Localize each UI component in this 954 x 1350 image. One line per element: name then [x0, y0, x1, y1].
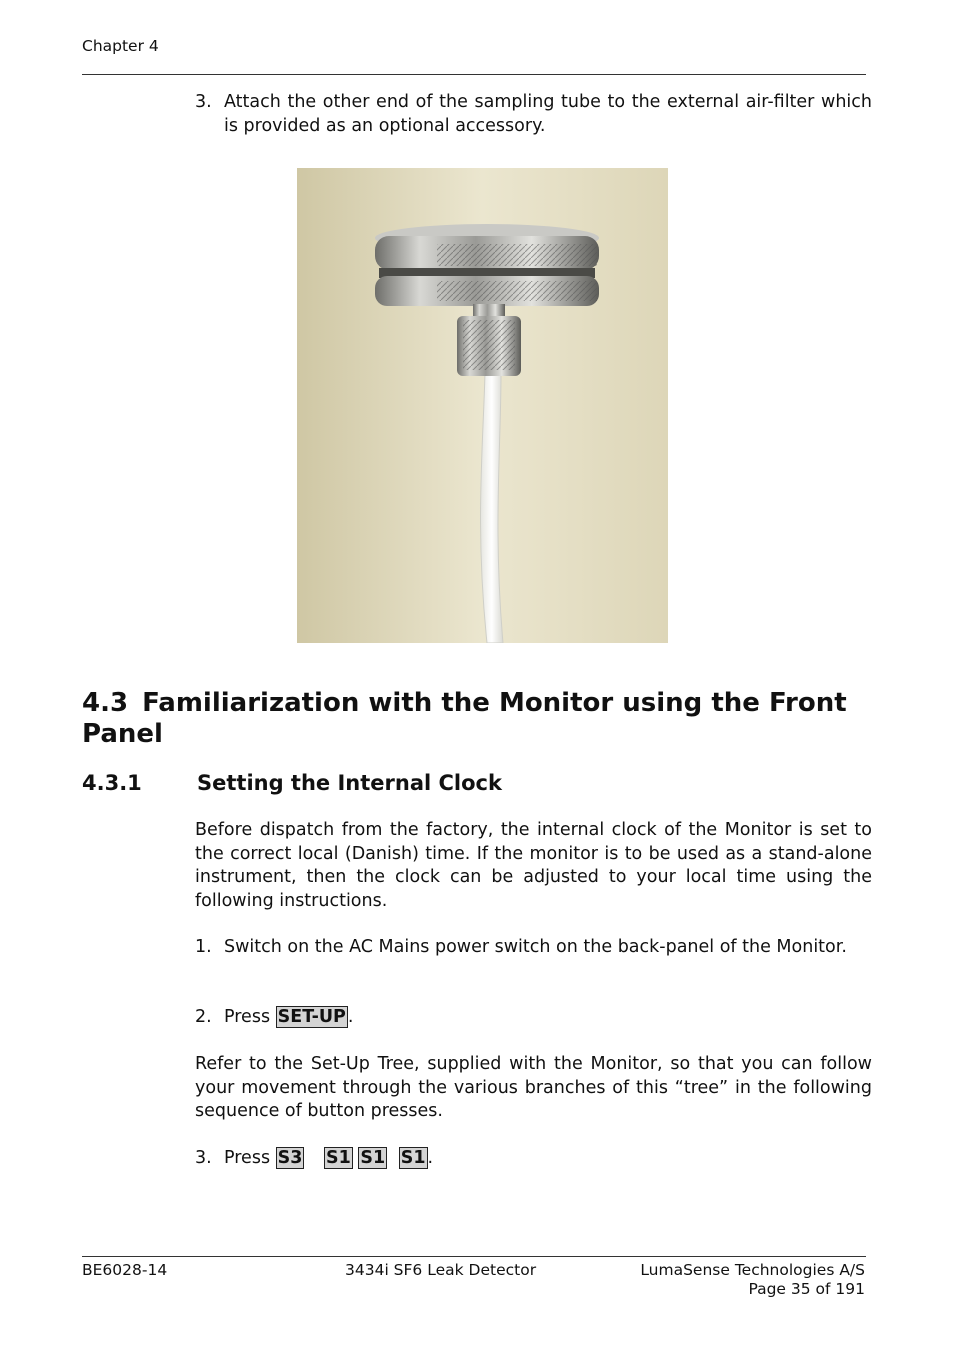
subsection-title: Setting the Internal Clock [197, 771, 502, 795]
list-text: Attach the other end of the sampling tube to the external air-filter which is provided as an optional accessory. [224, 92, 872, 136]
list-text [224, 1147, 872, 1171]
setup-key: SET-UP [277, 1007, 346, 1027]
air-filter-image [297, 168, 668, 643]
s1-key: S1 [326, 1148, 351, 1168]
list-number: 2. [195, 1007, 212, 1027]
list-text: Switch on the AC Mains power switch on the back-panel of the Monitor. [224, 937, 847, 957]
footer-page-number: Page 35 of 191 [748, 1280, 865, 1298]
section-number: 4.3 [82, 688, 129, 718]
footer-company: LumaSense Technologies A/S [640, 1261, 865, 1279]
intro-paragraph: Before dispatch from the factory, the internal clock of the Monitor is set to the correct local (Danish) time. If the monitor is to be used as a stand-alone instrument, then the clock can be adjusted to your local time using the following instructions. [195, 820, 872, 911]
s1-key: S1 [360, 1148, 386, 1168]
list-item-step-3 [195, 1147, 872, 1171]
press-label: Press [224, 1148, 271, 1168]
footer-doc-id: BE6028-14 [82, 1261, 168, 1279]
list-number: 3. [195, 1148, 212, 1168]
section-heading [82, 688, 872, 750]
s3-key: S3 [277, 1148, 303, 1168]
chapter-header: Chapter 4 [82, 37, 159, 55]
list-item-step-1 [195, 936, 872, 960]
list-number: 1. [195, 937, 212, 957]
s1-key: S1 [400, 1148, 426, 1168]
list-item-attach [195, 91, 872, 138]
subsection-heading [82, 771, 502, 795]
footer-product: 3434i SF6 Leak Detector [345, 1261, 537, 1279]
section-title: Familiarization with the Monitor using the Front Panel [82, 688, 847, 749]
refer-paragraph: Refer to the Set-Up Tree, supplied with the Monitor, so that you can follow your movement through the various branches of this “tree” in the following sequence of button presses. [195, 1054, 872, 1121]
subsection-number: 4.3.1 [82, 771, 142, 795]
list-item-step-2 [195, 1006, 872, 1030]
footer-rule [82, 1256, 866, 1257]
punctuation: . [427, 1148, 434, 1168]
punctuation: . [347, 1007, 354, 1027]
list-number: 3. [195, 92, 212, 112]
air-filter-photo [297, 168, 668, 643]
header-rule [82, 74, 866, 75]
list-text [224, 1006, 872, 1030]
press-label: Press [224, 1007, 271, 1027]
